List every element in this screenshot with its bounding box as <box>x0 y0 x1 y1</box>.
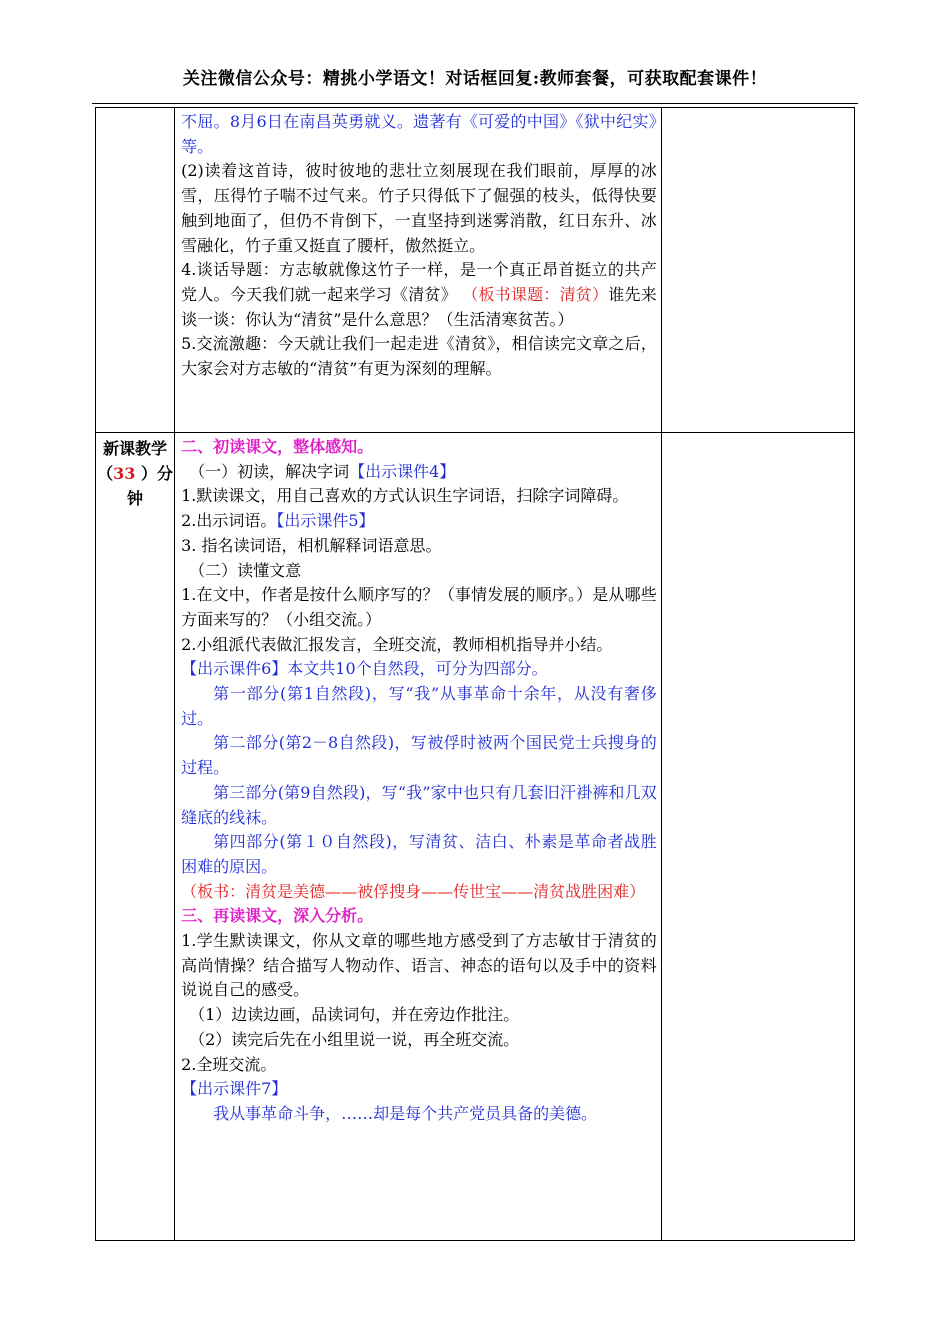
label-title: 新课教学 <box>103 439 168 458</box>
text-segment: 【出示课件6】本文共10个自然段，可分为四部分。 <box>181 659 548 679</box>
text-paragraph <box>181 509 657 534</box>
text-segment: 2.全班交流。 <box>181 1054 277 1074</box>
content-cell-new-lesson <box>175 433 662 1241</box>
table-row-new-lesson <box>96 433 855 1241</box>
text-segment: 1.学生默读课文，你从文章的哪些地方感受到了方志敏甘于清贫的高尚情操？结合描写人物动作、语言、神态的语句以及手中的资料说说自己的感受。 <box>181 931 657 1000</box>
text-segment: 谁先来谈一谈：你认为“清贫”是什么意思？（生活清寒贫苦。） <box>181 284 657 329</box>
text-segment: 【出示课件5】 <box>276 511 375 531</box>
text-paragraph <box>181 633 657 658</box>
text-paragraph <box>181 1077 657 1102</box>
header-divider <box>92 103 858 104</box>
text-segment: 【出示课件4】 <box>349 461 456 481</box>
text-paragraph <box>181 583 657 632</box>
text-paragraph <box>181 904 657 929</box>
text-segment: 我从事革命斗争，……却是每个共产党员具备的美德。 <box>213 1103 598 1123</box>
text-paragraph <box>181 460 657 485</box>
table-row-intro <box>96 108 855 433</box>
text-paragraph <box>181 332 657 381</box>
content-cell-intro <box>175 108 662 433</box>
text-segment: 第四部分(第１０自然段)，写清贫、洁白、朴素是革命者战胜困难的原因。 <box>181 832 657 876</box>
text-paragraph <box>181 682 657 731</box>
text-segment: （二）读懂文意 <box>189 560 302 580</box>
text-paragraph <box>181 929 657 1003</box>
text-paragraph <box>181 435 657 460</box>
label-close: ）分钟 <box>127 464 173 508</box>
text-segment: （板书：清贫是美德——被俘搜身——传世宝——清贫战胜困难） <box>181 881 646 901</box>
text-paragraph <box>181 781 657 830</box>
text-paragraph <box>181 657 657 682</box>
text-paragraph <box>181 1102 657 1127</box>
text-paragraph <box>181 1003 657 1028</box>
text-paragraph <box>181 830 657 879</box>
text-paragraph <box>181 110 657 159</box>
text-segment: 2.出示词语。 <box>181 511 277 531</box>
page-header: 关注微信公众号：精挑小学语文！对话框回复:教师套餐，可获取配套课件！ <box>182 69 768 89</box>
text-segment: (2)读着这首诗，彼时彼地的悲壮立刻展现在我们眼前，厚厚的冰雪，压得竹子喘不过气来。竹子只得低下了倔强的枝头，低得快要触到地面了，但仍不肯倒下，一直坚持到迷雾消散，红日东升、冰雪融化，竹子重又挺直了腰杆，傲然挺立。 <box>181 161 657 255</box>
text-segment: 第三部分(第9自然段)，写“我”家中也只有几套旧汗褂裤和几双缝底的线袜。 <box>181 782 657 827</box>
row-label-empty <box>96 108 175 433</box>
text-segment: （2）读完后先在小组里说一说，再全班交流。 <box>189 1029 520 1049</box>
row-label-new-lesson <box>96 433 175 1241</box>
text-segment: 第二部分(第2－8自然段)，写被俘时被两个国民党士兵搜身的过程。 <box>181 733 657 778</box>
text-segment: （板书课题：清贫） <box>462 284 609 304</box>
text-segment: 不屈。8月6日在南昌英勇就义。遗著有《可爱的中国》《狱中纪实》等。 <box>181 112 657 156</box>
text-paragraph <box>181 258 657 332</box>
label-open-paren: （ <box>97 464 114 483</box>
text-segment: 1.在文中，作者是按什么顺序写的？（事情发展的顺序。）是从哪些方面来写的？（小组交流。） <box>181 585 657 629</box>
text-paragraph <box>181 731 657 780</box>
text-paragraph <box>181 1053 657 1078</box>
text-segment: （1）边读边画，品读词句，并在旁边作批注。 <box>189 1005 520 1025</box>
text-segment: 第一部分(第1自然段)，写“我”从事革命十余年，从没有奢侈过。 <box>181 684 657 728</box>
text-paragraph <box>181 1028 657 1053</box>
text-paragraph <box>181 484 657 509</box>
text-segment: 【出示课件7】 <box>181 1079 288 1099</box>
text-segment: 2.小组派代表做汇报发言，全班交流，教师相机指导并小结。 <box>181 634 613 654</box>
lesson-plan-table <box>95 107 855 1241</box>
text-paragraph <box>181 534 657 559</box>
notes-cell-new-lesson <box>661 433 854 1241</box>
text-paragraph <box>181 159 657 258</box>
text-paragraph <box>181 880 657 905</box>
text-paragraph <box>181 559 657 584</box>
notes-cell-intro <box>661 108 854 433</box>
text-segment: 三、再读课文，深入分析。 <box>181 906 374 926</box>
text-segment: 5.交流激趣：今天就让我们一起走进《清贫》，相信读完文章之后，大家会对方志敏的“清贫”有更为深刻的理解。 <box>181 334 657 379</box>
text-segment: 4.谈话导题：方志敏就像这竹子一样，是一个真正昂首挺立的共产党人。今天我们就一起来学习《清贫》 <box>181 260 657 304</box>
text-segment: 3. 指名读词语，相机解释词语意思。 <box>181 535 442 555</box>
text-segment: 二、初读课文，整体感知。 <box>181 437 374 456</box>
text-segment: 1.默读课文，用自己喜欢的方式认识生字词语，扫除字词障碍。 <box>181 486 629 506</box>
text-segment: （一）初读，解决字词 <box>189 461 350 481</box>
label-minutes: 33 <box>113 464 136 483</box>
